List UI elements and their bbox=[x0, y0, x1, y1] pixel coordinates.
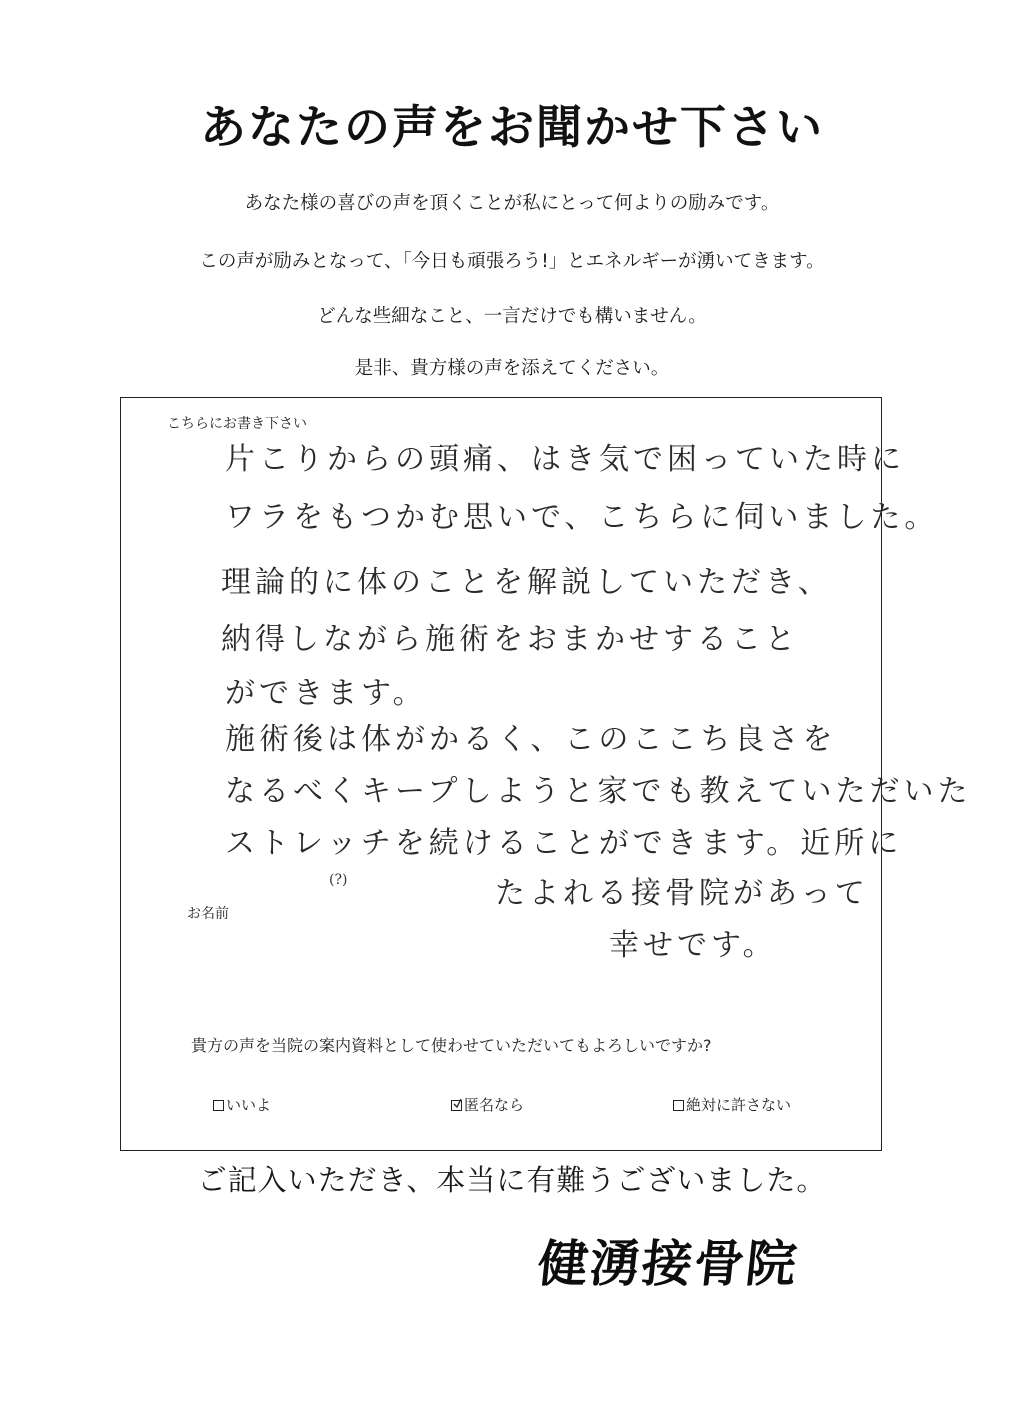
option-ok[interactable] bbox=[213, 1096, 271, 1114]
intro-line-3: どんな些細なこと、一言だけでも構いません。 bbox=[317, 306, 707, 327]
option-label: 匿名なら bbox=[464, 1096, 525, 1114]
comment-line: 納得しながら施術をおまかせすること bbox=[221, 622, 799, 657]
comment-line: ワラをもつかむ思いで、こちらに伺いました。 bbox=[225, 500, 939, 535]
comment-line: 幸せです。 bbox=[609, 928, 777, 963]
option-label: 絶対に許さない bbox=[686, 1096, 792, 1114]
comment-line: 片こりからの頭痛、はき気で困っていた時に bbox=[225, 442, 905, 477]
comment-line: 施術後は体がかるく、このここち良さを bbox=[225, 722, 837, 757]
page-title: あなたの声をお聞かせ下さい bbox=[200, 100, 824, 154]
comment-line: ストレッチを続けることができます。近所に bbox=[225, 826, 903, 861]
comment-line: 理論的に体のことを解説していただき、 bbox=[221, 565, 832, 600]
option-never[interactable] bbox=[673, 1096, 791, 1114]
checkbox-checked[interactable] bbox=[451, 1100, 462, 1111]
comment-note: (?) bbox=[329, 872, 348, 888]
option-anonymous[interactable] bbox=[451, 1096, 524, 1114]
intro-line-2: この声が励みとなって、「今日も頑張ろう!」とエネルギーが湧いてきます。 bbox=[199, 251, 825, 272]
checkbox[interactable] bbox=[213, 1100, 224, 1111]
feedback-form bbox=[120, 397, 972, 1151]
usage-question: 貴方の声を当院の案内資料として使わせていただいてもよろしいですか? bbox=[191, 1036, 712, 1055]
intro-line-4: 是非、貴方様の声を添えてください。 bbox=[354, 358, 670, 379]
check-icon bbox=[453, 1098, 462, 1109]
comment-line: たよれる接骨院があって bbox=[495, 876, 869, 911]
checkbox[interactable] bbox=[673, 1100, 684, 1111]
name-label: お名前 bbox=[187, 906, 229, 922]
write-here-label: こちらにお書き下さい bbox=[167, 416, 307, 432]
clinic-logo: 健湧接骨院 bbox=[534, 1234, 802, 1293]
comment-line: なるべくキープしようと家でも教えていただいた bbox=[225, 774, 972, 809]
intro-line-1: あなた様の喜びの声を頂くことが私にとって何よりの励みです。 bbox=[244, 193, 780, 214]
thanks-message: ご記入いただき、本当に有難うございました。 bbox=[197, 1163, 827, 1197]
comment-line: ができます。 bbox=[225, 676, 427, 711]
option-label: いいよ bbox=[226, 1096, 272, 1114]
